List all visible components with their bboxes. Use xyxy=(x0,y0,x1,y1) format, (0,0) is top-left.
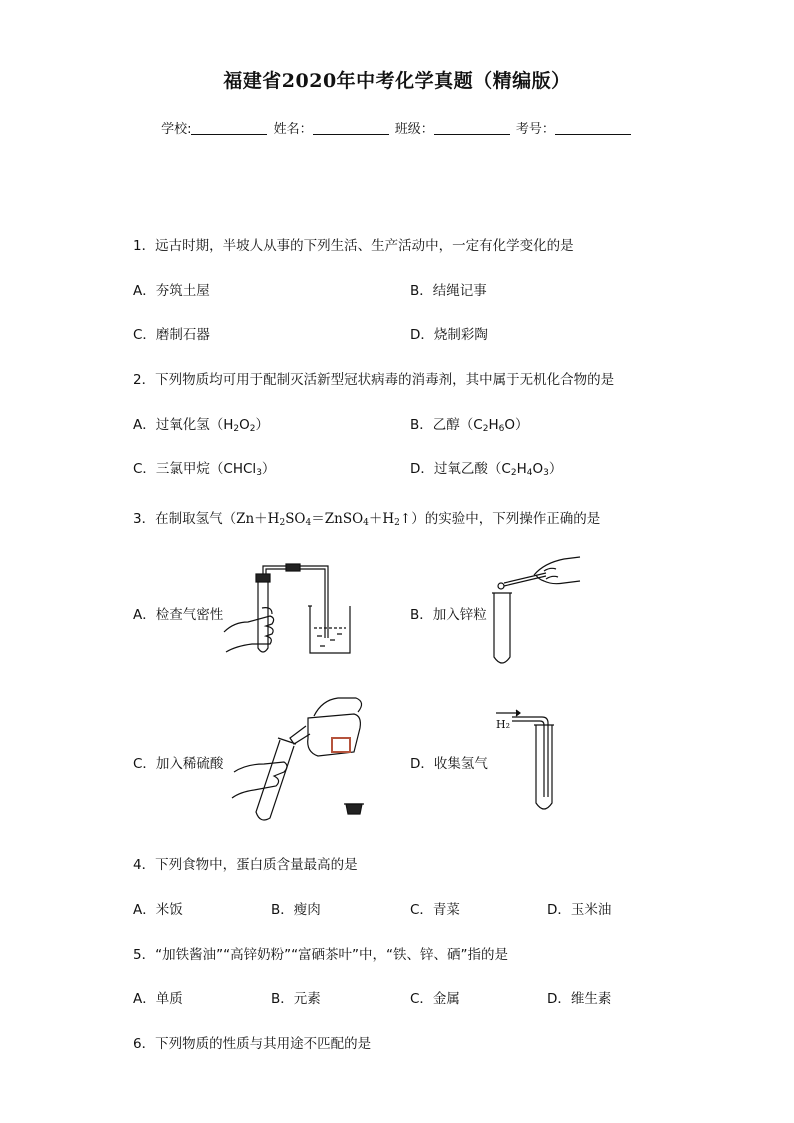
q2d-sub1: 2 xyxy=(510,468,517,478)
q2b-sub2: 6 xyxy=(498,424,505,434)
question-3-stem xyxy=(133,507,600,528)
eq-sub-1: 2 xyxy=(279,518,286,528)
q5-option-c[interactable]: C．金属 xyxy=(410,991,460,1007)
exam-number-label: 考号： xyxy=(515,122,555,137)
q5-option-b[interactable]: B．元素 xyxy=(271,991,321,1007)
q2a-mid: O xyxy=(239,417,250,433)
q4-option-a[interactable]: A．米饭 xyxy=(133,902,183,918)
q5-option-d[interactable]: D．维生素 xyxy=(547,991,612,1007)
exam-number-blank[interactable] xyxy=(555,122,631,135)
name-label: 姓名： xyxy=(273,122,313,137)
q2a-suffix: ） xyxy=(255,417,269,433)
q4-option-b[interactable]: B．瘦肉 xyxy=(271,902,321,918)
q4-option-c[interactable]: C．青菜 xyxy=(410,902,460,918)
q2-option-b[interactable] xyxy=(410,413,528,434)
student-info-line xyxy=(0,118,794,137)
q3-equation xyxy=(236,511,411,527)
question-2-stem: 2．下列物质均可用于配制灭活新型冠状病毒的消毒剂，其中属于无机化合物的是 xyxy=(133,372,615,388)
school-label: 学校: xyxy=(161,122,192,137)
figure-adding-zinc xyxy=(484,553,582,669)
question-5-stem: 5．“加铁酱油”“高锌奶粉”“富硒茶叶”中，“铁、锌、硒”指的是 xyxy=(133,947,509,963)
q3-option-a[interactable]: A．检查气密性 xyxy=(133,607,224,623)
name-blank[interactable] xyxy=(313,122,389,135)
q2a-sub1: 2 xyxy=(233,424,240,434)
eq-arrow: ↑ xyxy=(399,511,412,527)
q2a-text: A．过氧化氢（H xyxy=(133,417,234,433)
question-6-stem: 6．下列物质的性质与其用途不匹配的是 xyxy=(133,1036,372,1052)
question-4-stem: 4．下列食物中，蛋白质含量最高的是 xyxy=(133,857,358,873)
eq-sub-2: 4 xyxy=(305,518,312,528)
question-1-stem: 1．远古时期，半坡人从事的下列生活、生产活动中，一定有化学变化的是 xyxy=(133,238,574,254)
q2-option-d[interactable] xyxy=(410,457,562,478)
q4-option-d[interactable]: D．玉米油 xyxy=(547,902,612,918)
eq-part-1: Zn＋H xyxy=(236,511,280,527)
q2b-mid: H xyxy=(488,417,499,433)
q2b-suffix: O） xyxy=(504,417,529,433)
q2c-suffix: ） xyxy=(261,461,276,477)
q2d-sub2: 4 xyxy=(526,468,533,478)
figure-collecting-hydrogen xyxy=(492,705,562,813)
q1-option-a[interactable]: A．夯筑土屋 xyxy=(133,283,210,299)
class-blank[interactable] xyxy=(434,122,510,135)
q1-option-c[interactable]: C．磨制石器 xyxy=(133,327,210,343)
q2-option-a[interactable] xyxy=(133,413,269,434)
figure-adding-acid xyxy=(226,692,376,824)
q2a-sub2: 2 xyxy=(249,424,256,434)
q2d-mid2: O xyxy=(532,461,544,477)
h2-label: H₂ xyxy=(496,718,511,731)
q3-stem-prefix: 3．在制取氢气（ xyxy=(133,511,237,527)
q2c-text: C．三氯甲烷（CHCl xyxy=(133,461,257,477)
page-title: 福建省2020年中考化学真题（精编版） xyxy=(223,70,571,92)
q3-option-d[interactable]: D．收集氢气 xyxy=(410,756,488,772)
eq-part-4: ＋H xyxy=(368,511,395,527)
q2b-sub1: 2 xyxy=(482,424,489,434)
eq-sub-4: 2 xyxy=(394,518,400,528)
q2-option-c[interactable] xyxy=(133,457,275,478)
q2d-text: D．过氧乙酸（C xyxy=(410,461,511,477)
class-label: 班级： xyxy=(394,122,434,137)
q2b-text: B．乙醇（C xyxy=(410,417,483,433)
figure-airtightness-check xyxy=(222,556,354,660)
q3-option-c[interactable]: C．加入稀硫酸 xyxy=(133,756,224,772)
q2d-mid: H xyxy=(516,461,527,477)
school-blank[interactable] xyxy=(191,122,267,135)
eq-part-3: ＝ZnSO xyxy=(311,511,364,527)
q2c-sub1: 3 xyxy=(256,468,262,478)
q5-option-a[interactable]: A．单质 xyxy=(133,991,183,1007)
q2d-sub3: 3 xyxy=(543,468,549,478)
q2d-suffix: ） xyxy=(548,461,563,477)
eq-part-2: SO xyxy=(285,511,306,527)
q3-stem-suffix: ）的实验中，下列操作正确的是 xyxy=(411,511,601,527)
eq-sub-3: 4 xyxy=(363,518,369,528)
q3-option-b[interactable]: B．加入锌粒 xyxy=(410,607,487,623)
q1-option-d[interactable]: D．烧制彩陶 xyxy=(410,327,488,343)
q1-option-b[interactable]: B．结绳记事 xyxy=(410,283,487,299)
